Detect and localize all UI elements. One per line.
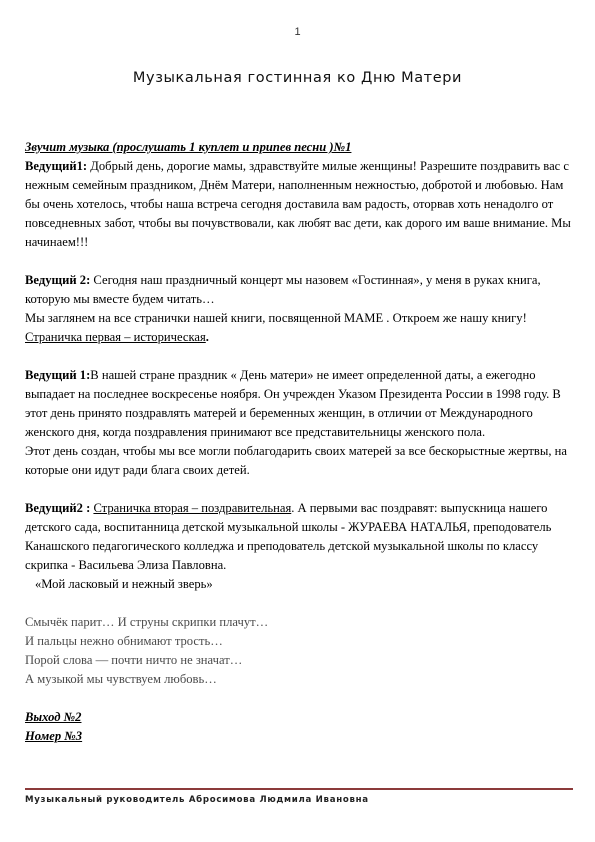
paragraph-host2-congrats — [25, 499, 573, 575]
poem-line: А музыкой мы чувствуем любовь… — [25, 672, 217, 686]
speaker-label: Ведущий 2: — [25, 273, 91, 287]
music-cue-1: Звучит музыка (прослушать 1 куплет и припев песни )№1 — [25, 140, 352, 154]
paragraph-text: Сегодня наш праздничный концерт мы назовем «Гостинная», у меня в руках книга, которую мы вместе будем читать… — [25, 273, 541, 306]
poem — [25, 613, 573, 689]
speaker-label: Ведущий2 : — [25, 501, 94, 515]
paragraph-text: Добрый день, дорогие мамы, здравствуйте милые женщины! Разрешите поздравить вас с нежным семейным праздником, Днём Матери, наполненным нежностью, добротой и любовью. Нам бы очень хотелось, чтобы наша встреча сегодня доставила вам радость, оторвав хоть ненадолго от повседневных забот, чтобы вы почувствовали, как любят вас дети, как дорого им ваше внимание. Мы начинаем!!! — [25, 159, 571, 249]
piece-title: «Мой ласковый и нежный зверь» — [35, 577, 213, 591]
page-title: Музыкальная гостинная ко Дню Матери — [132, 70, 463, 86]
period: . — [205, 330, 209, 344]
poem-line: И пальцы нежно обнимают трость… — [25, 634, 223, 648]
chapter-heading-historical: Страничка первая – историческая — [25, 330, 206, 344]
paragraph-text: Мы заглянем на все странички нашей книги, посвященной МАМЕ . Откроем же нашу книгу! — [25, 311, 527, 325]
speaker-label: Ведущий1: — [25, 159, 88, 173]
speaker-label: Ведущий 1: — [25, 368, 91, 382]
exit-cue-2: Выход №2 — [25, 710, 82, 724]
chapter-heading-congratulatory: Страничка вторая – поздравительная — [93, 501, 292, 515]
page-number: 1 — [294, 26, 301, 38]
paragraph-host2-intro — [25, 271, 573, 309]
poem-line: Смычёк парит… И струны скрипки плачут… — [25, 615, 269, 629]
number-cue-3: Номер №3 — [25, 729, 83, 743]
poem-line: Порой слова — почти ничто не значат… — [25, 653, 243, 667]
footer-rule — [25, 788, 573, 790]
paragraph-text: В нашей стране праздник « День матери» не имеет определенной даты, а ежегодно выпадает на последнее воскресенье ноября. Он учрежден Указом Президента России в 1998 году. В этот день принято поздравлять матерей и беременных женщин, в отличии от Международного женского дня, когда поздравления принимают все представительницы женского пола. — [25, 368, 561, 439]
paragraph-host1-history — [25, 366, 573, 442]
paragraph-host1-thanks: Этот день создан, чтобы мы все могли поблагодарить своих матерей за все бескорыстные жертвы, на которые они идут ради блага своих детей. — [25, 444, 567, 477]
document-body — [25, 138, 573, 746]
paragraph-host1-greeting — [25, 157, 573, 252]
paragraph-text: . А первыми вас поздравят: выпускница нашего детского сада, воспитанница детской музыкальной школы - ЖУРАЕВА НАТАЛЬЯ, преподователь Канашского педагогического колледжа и преподователь детской музыкальной школы по классу скрипка - Васильева Элиза Павловна. — [25, 501, 552, 572]
paragraph-host2-book — [25, 309, 573, 347]
footer-author: Музыкальный руководитель Абросимова Людмила Ивановна — [25, 795, 369, 805]
